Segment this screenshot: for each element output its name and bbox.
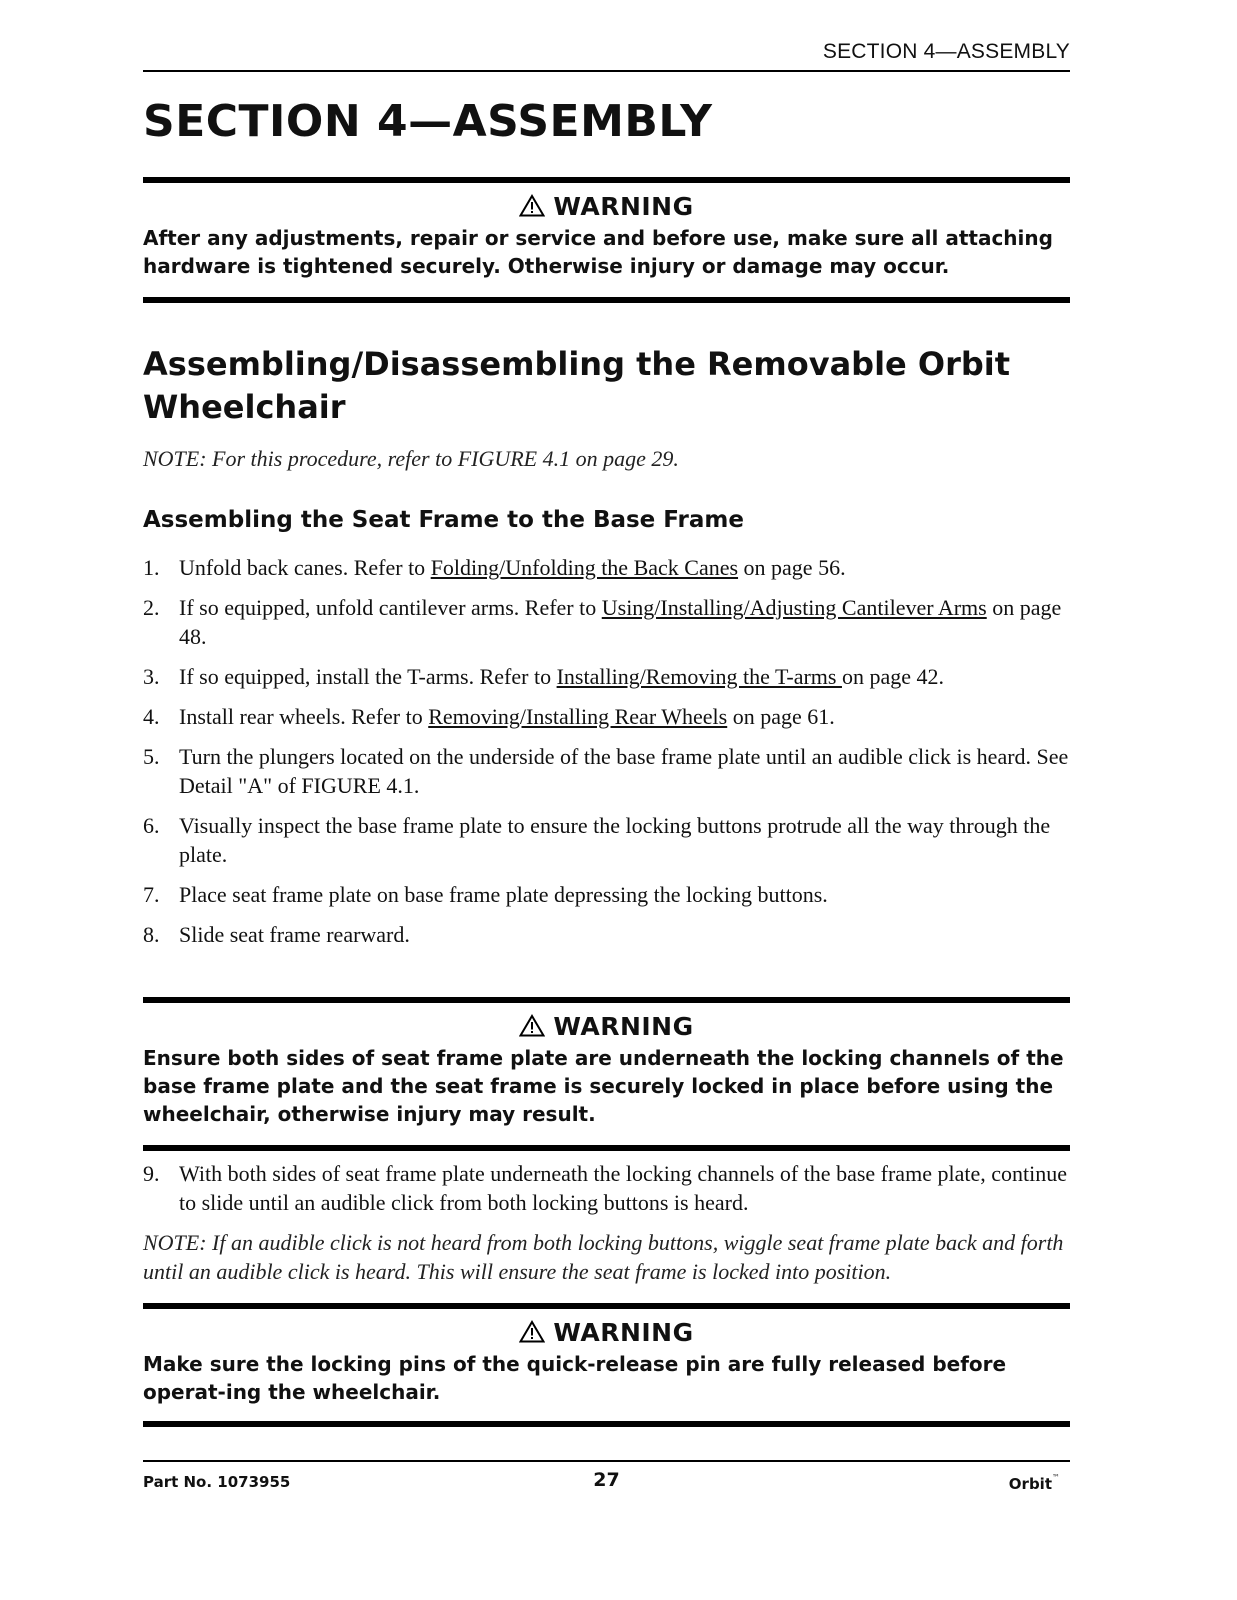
cross-reference-link[interactable]: Folding/Unfolding the Back Canes: [430, 555, 739, 580]
warning-label: WARNING: [553, 1012, 694, 1041]
assembly-steps: [143, 553, 1070, 960]
list-item: 9. With both sides of seat frame plate underneath the locking channels of the base frame plate, continue to slide until an audible click from both locking buttons is heard.: [143, 1161, 1067, 1215]
warning-rule-top: [143, 997, 1070, 1003]
warning-rule-bottom: [143, 297, 1070, 303]
list-item: 1. Unfold back canes. Refer to Folding/Unfolding the Back Canes on page 56.: [143, 555, 846, 580]
warning-text: Ensure both sides of seat frame plate are underneath the locking channels of the base frame plate and the seat frame is securely locked in place before using the wheelchair, otherwise injury may result.: [143, 1046, 1064, 1126]
running-header: SECTION 4—ASSEMBLY: [822, 40, 1070, 63]
warning-rule-bottom: [143, 1145, 1070, 1151]
part-number: Part No. 1073955: [143, 1473, 291, 1491]
list-item: 6. Visually inspect the base frame plate to ensure the locking buttons protrude all the way through the plate.: [143, 813, 1051, 867]
warning-text: Make sure the locking pins of the quick-release pin are fully released before operat-ing the wheelchair.: [143, 1352, 1007, 1404]
figure-note: NOTE: For this procedure, refer to FIGURE 4.1 on page 29.: [143, 446, 679, 471]
warning-box-3: [143, 1303, 1070, 1427]
warning-heading: [143, 192, 1070, 224]
warning-rule-bottom: [143, 1421, 1070, 1427]
warning-box-1: [143, 177, 1070, 303]
list-item: 3. If so equipped, install the T-arms. Refer to Installing/Removing the T-arms on page 42.: [143, 664, 944, 689]
list-item: 2. If so equipped, unfold cantilever arms. Refer to Using/Installing/Adjusting Cantilever Arms on page 48.: [143, 595, 1062, 649]
assembly-steps-continued: [143, 1159, 1070, 1228]
cross-reference-link[interactable]: Removing/Installing Rear Wheels: [428, 704, 728, 729]
warning-triangle-icon: [519, 194, 545, 223]
list-item: 5. Turn the plungers located on the underside of the base frame plate until an audible click is heard. See Detail "A" of FIGURE 4.1.: [143, 744, 1069, 798]
warning-rule-top: [143, 1303, 1070, 1309]
procedure-heading: Assembling/Disassembling the Removable Orbit Wheelchair: [143, 345, 1011, 426]
warning-triangle-icon: [519, 1014, 545, 1043]
warning-box-2: [143, 997, 1070, 1151]
header-rule: [143, 70, 1070, 72]
list-item: 7. Place seat frame plate on base frame plate depressing the locking buttons.: [143, 882, 828, 907]
list-item: 4. Install rear wheels. Refer to Removing/Installing Rear Wheels on page 61.: [143, 704, 835, 729]
list-item: 8. Slide seat frame rearward.: [143, 922, 410, 947]
footer-rule: [143, 1460, 1070, 1462]
warning-label: WARNING: [553, 1318, 694, 1347]
audible-click-note: NOTE: If an audible click is not heard from both locking buttons, wiggle seat frame plate back and forth until an audible click is heard. This will ensure the seat frame is locked into position.: [143, 1230, 1064, 1284]
section-title: SECTION 4—ASSEMBLY: [143, 96, 713, 147]
warning-triangle-icon: [519, 1320, 545, 1349]
warning-rule-top: [143, 177, 1070, 183]
trademark-symbol: ™: [1052, 1473, 1060, 1482]
warning-heading: [143, 1012, 1070, 1044]
page-number: 27: [593, 1469, 620, 1491]
warning-text: After any adjustments, repair or service and before use, make sure all attaching hardware is tightened securely. Otherwise injury or damage may occur.: [143, 226, 1053, 278]
warning-heading: [143, 1318, 1070, 1350]
warning-label: WARNING: [553, 192, 694, 221]
cross-reference-link[interactable]: Installing/Removing the T-arms: [556, 664, 842, 689]
cross-reference-link[interactable]: Using/Installing/Adjusting Cantilever Arms: [601, 595, 987, 620]
subsection-heading: Assembling the Seat Frame to the Base Frame: [143, 507, 744, 533]
product-name: Orbit™: [1008, 1473, 1060, 1493]
